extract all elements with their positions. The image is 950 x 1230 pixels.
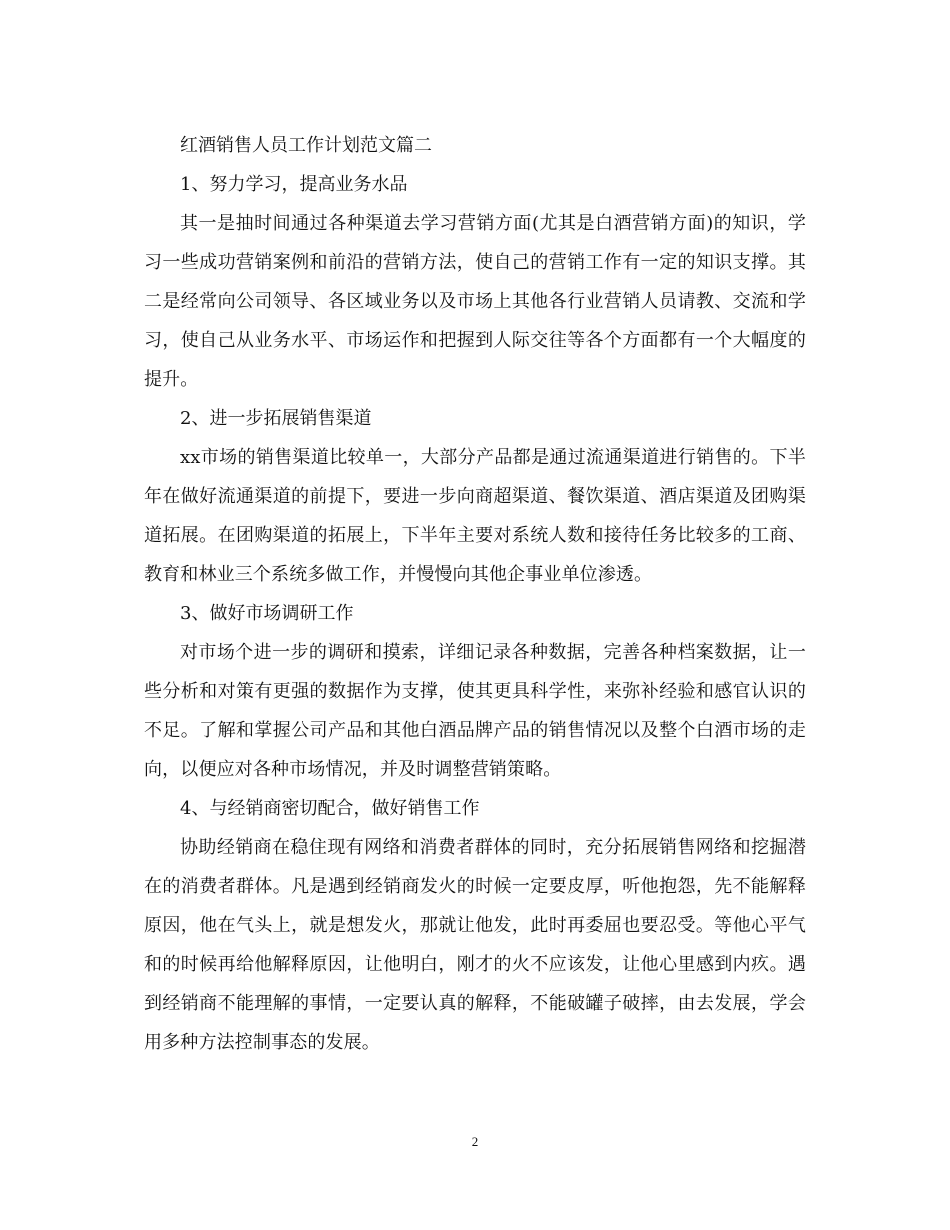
- section-heading-2: 2、进一步拓展销售渠道: [180, 408, 372, 429]
- document-body: [144, 126, 806, 1062]
- section-heading-1: 1、努力学习，提高业务水品: [180, 174, 408, 195]
- section-body-3: 对市场个进一步的调研和摸索，详细记录各种数据，完善各种档案数据，让一些分析和对策有更强的数据作为支撑，使其更具科学性，来弥补经验和感官认识的不足。了解和掌握公司产品和其他白酒品牌产品的销售情况以及整个白酒市场的走向，以便应对各种市场情况，并及时调整营销策略。: [144, 642, 806, 780]
- document-title: 红酒销售人员工作计划范文篇二: [180, 135, 432, 156]
- section-heading-3: 3、做好市场调研工作: [180, 603, 354, 624]
- section-body-4: 协助经销商在稳住现有网络和消费者群体的同时，充分拓展销售网络和挖掘潜在的消费者群体。凡是遇到经销商发火的时候一定要皮厚，听他抱怨，先不能解释原因，他在气头上，就是想发火，那就让他发，此时再委屈也要忍受。等他心平气和的时候再给他解释原因，让他明白，刚才的火不应该发，让他心里感到内疚。遇到经销商不能理解的事情，一定要认真的解释，不能破罐子破摔，由去发展，学会用多种方法控制事态的发展。: [144, 837, 806, 1053]
- page-number: 2: [471, 1134, 479, 1149]
- section-heading-4: 4、与经销商密切配合，做好销售工作: [180, 798, 480, 819]
- section-body-1: 其一是抽时间通过各种渠道去学习营销方面(尤其是白酒营销方面)的知识，学习一些成功营销案例和前沿的营销方法，使自己的营销工作有一定的知识支撑。其二是经常向公司领导、各区域业务以及市场上其他各行业营销人员请教、交流和学习，使自己从业务水平、市场运作和把握到人际交往等各个方面都有一个大幅度的提升。: [144, 213, 806, 390]
- section-body-2: xx市场的销售渠道比较单一，大部分产品都是通过流通渠道进行销售的。下半年在做好流通渠道的前提下，要进一步向商超渠道、餐饮渠道、酒店渠道及团购渠道拓展。在团购渠道的拓展上，下半年主要对系统人数和接待任务比较多的工商、教育和林业三个系统多做工作，并慢慢向其他企事业单位渗透。: [144, 447, 806, 585]
